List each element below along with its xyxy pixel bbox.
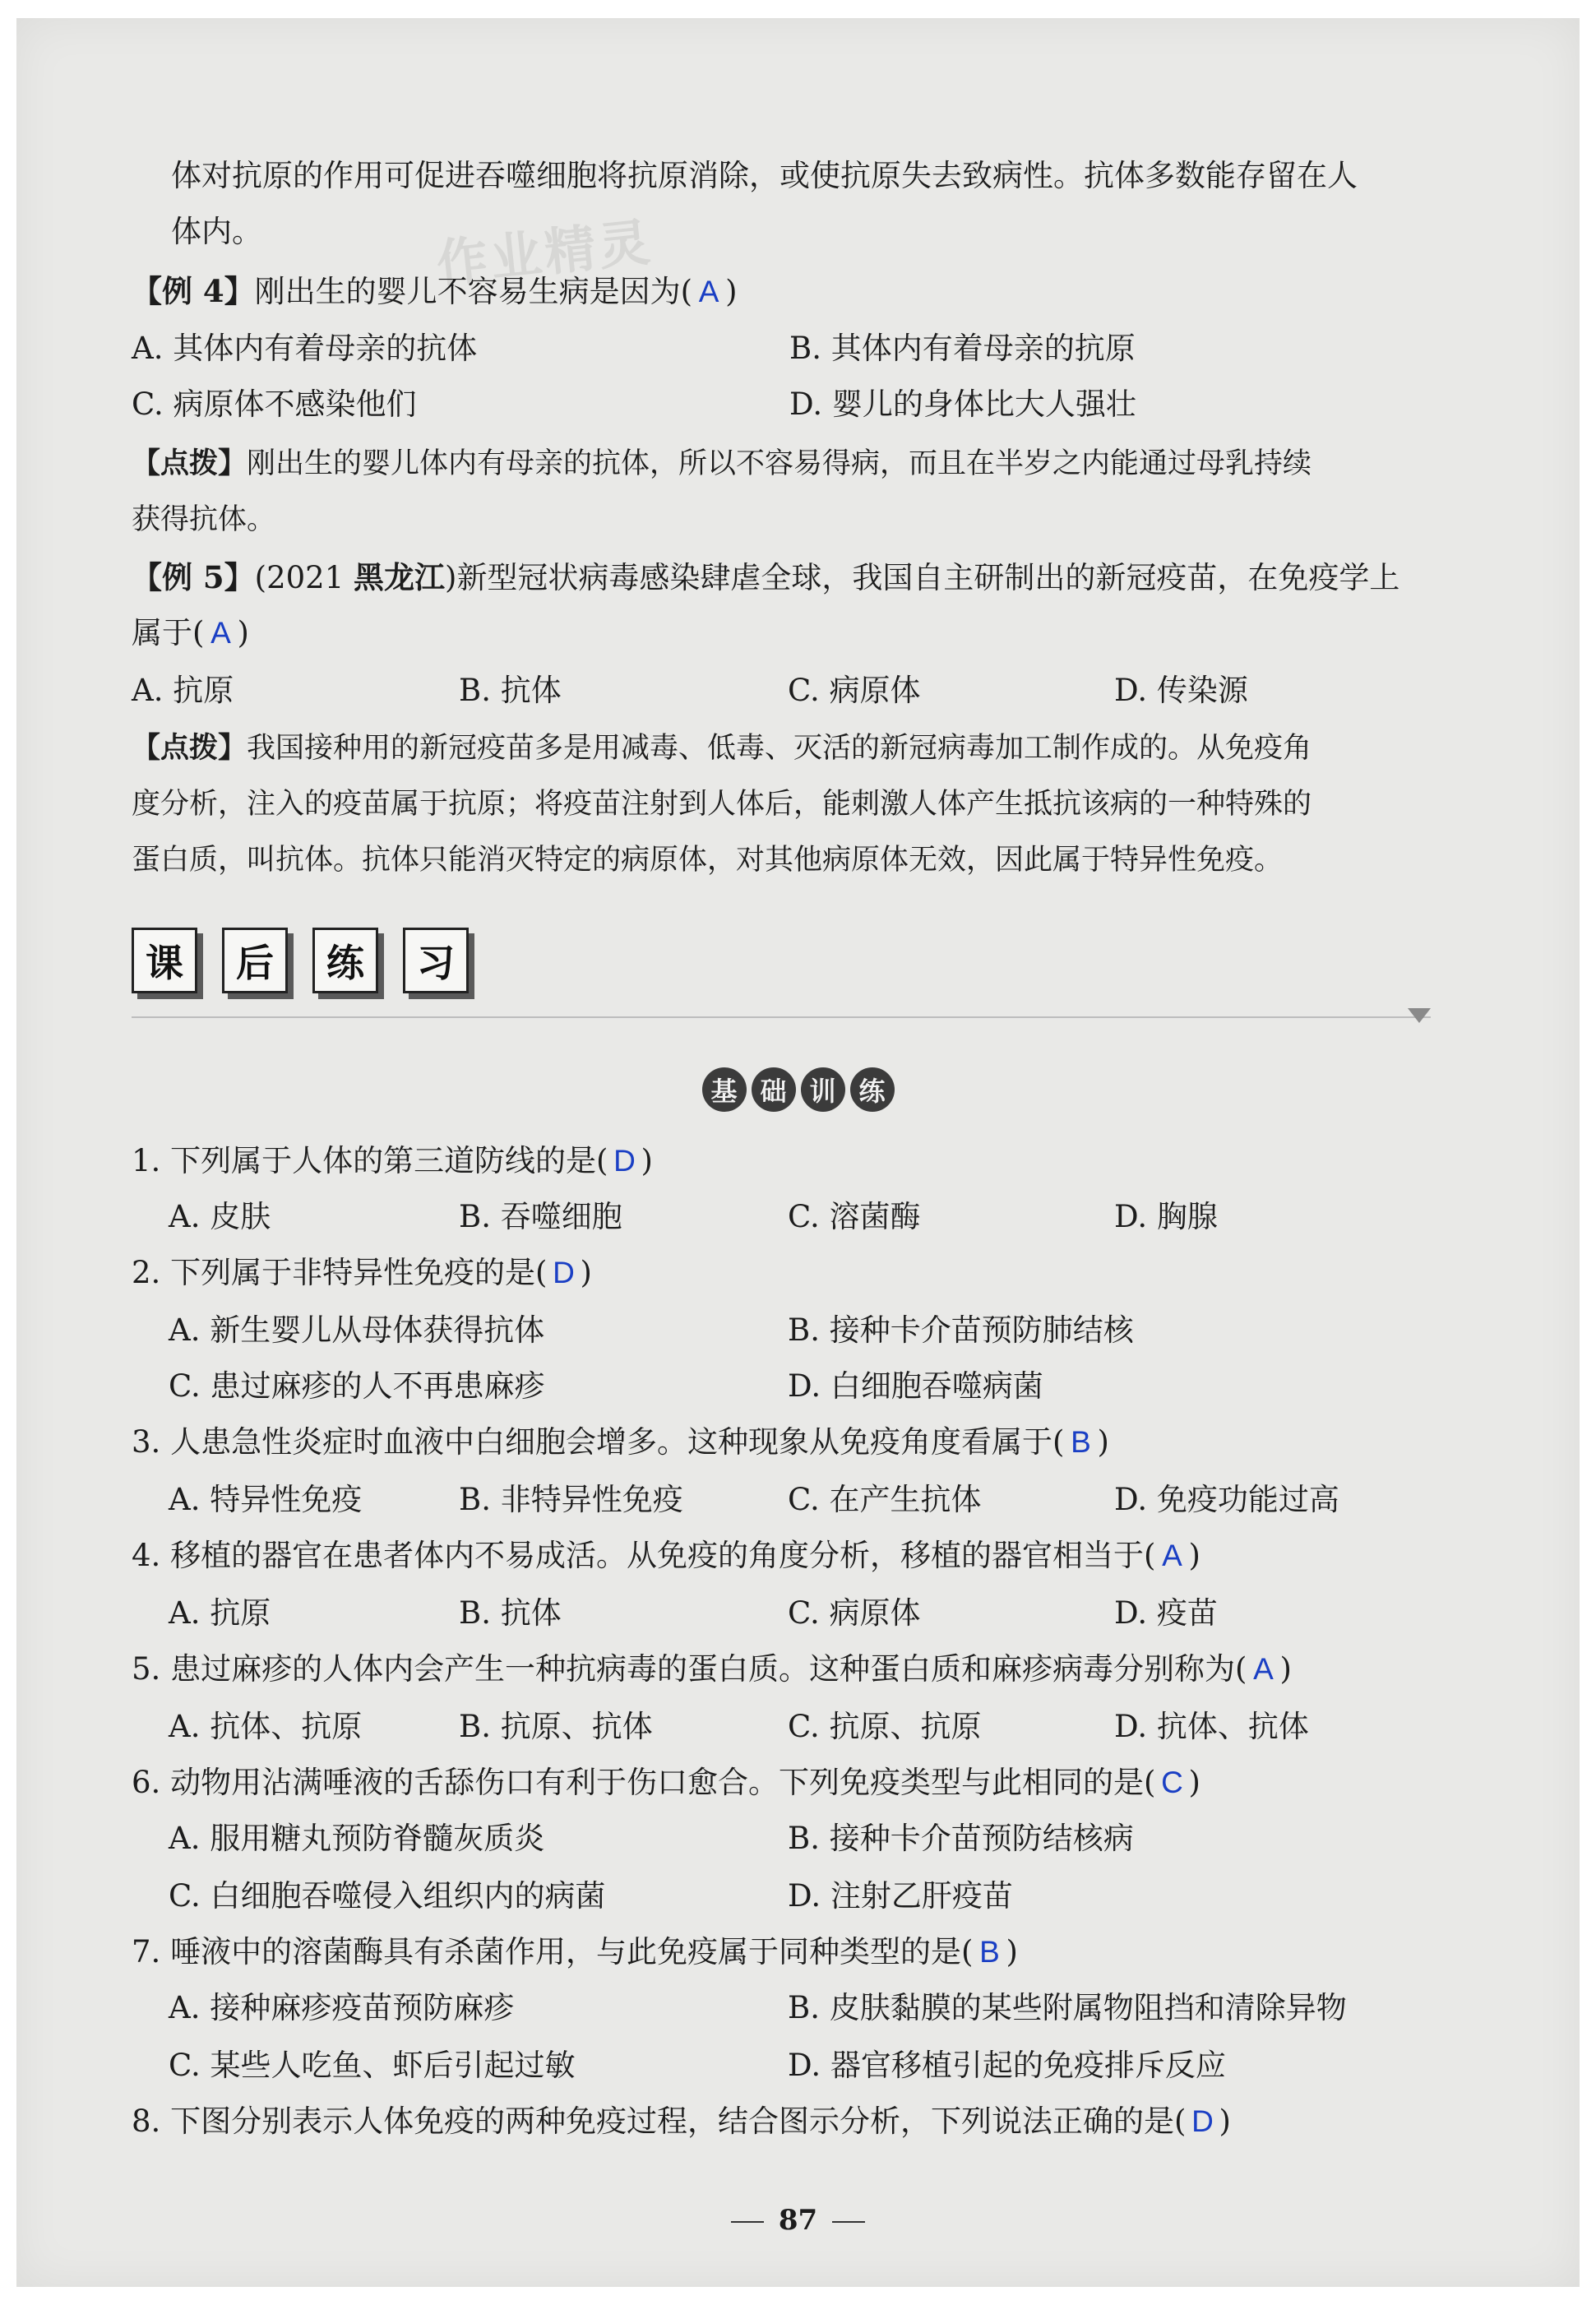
hint-4-line-2: 获得抗体。 [132, 503, 276, 536]
hint-5-line-3: 蛋白质，叫抗体。抗体只能消灭特定的病原体，对其他病原体无效，因此属于特异性免疫。 [132, 844, 1284, 877]
sub-title-char: 练 [850, 1067, 895, 1112]
sub-title-char: 训 [801, 1067, 845, 1112]
hint-label: 【点拨】 [132, 731, 247, 765]
source-close: ) [445, 560, 457, 595]
option: C. 病原体不感染他们 [132, 386, 417, 422]
section-divider [132, 1016, 1431, 1018]
hint-label: 【点拨】 [132, 447, 247, 480]
question-1 [132, 1141, 653, 1181]
watermark: 作业精灵 [433, 211, 656, 294]
answer-mark: B [979, 1935, 1000, 1969]
option: A. 其体内有着母亲的抗体 [132, 331, 478, 366]
paren-close: ) [725, 274, 738, 309]
paren-close: ) [1279, 1651, 1292, 1687]
option: D. 免疫功能过高 [1114, 1482, 1339, 1517]
question-6 [132, 1763, 1200, 1803]
question-stem: 3. 人患急性炎症时血液中白细胞会增多。这种现象从免疫角度看属于( [132, 1424, 1065, 1460]
question-stem: 7. 唾液中的溶菌酶具有杀菌作用，与此免疫属于同种类型的是( [132, 1934, 974, 1969]
page-number [0, 2204, 1596, 2237]
option: D. 注射乙肝疫苗 [788, 1878, 1013, 1914]
option: C. 在产生抗体 [788, 1482, 982, 1517]
option: B. 接种卡介苗预防肺结核 [788, 1312, 1134, 1348]
option: D. 器官移植引起的免疫排斥反应 [788, 2048, 1226, 2083]
option: C. 抗原、抗原 [788, 1709, 982, 1744]
option: A. 抗原 [132, 673, 234, 708]
dash-right [832, 2221, 865, 2223]
option: D. 白细胞吞噬病菌 [788, 1368, 1043, 1404]
intro-line-2: 体内。 [171, 214, 262, 249]
option: D. 传染源 [1114, 673, 1248, 708]
question-5 [132, 1650, 1292, 1689]
hint-text: 我国接种用的新冠疫苗多是用减毒、低毒、灭活的新冠病毒加工制作成的。从免疫角 [247, 732, 1312, 765]
option: C. 白细胞吞噬侵入组织内的病菌 [169, 1878, 606, 1914]
option: D. 疫苗 [1114, 1595, 1218, 1631]
answer-mark: A [1162, 1539, 1182, 1572]
option: A. 新生婴儿从母体获得抗体 [169, 1312, 545, 1348]
option: D. 婴儿的身体比大人强壮 [789, 386, 1136, 422]
option: A. 接种麻疹疫苗预防麻疹 [169, 1990, 515, 2025]
intro-line-1: 体对抗原的作用可促进吞噬细胞将抗原消除，或使抗原失去致病性。抗体多数能存留在人 [171, 158, 1358, 193]
answer-mark: A [1253, 1652, 1274, 1686]
source-open: (2021 [254, 560, 354, 595]
question-7 [132, 1932, 1018, 1972]
paren-close: ) [641, 1143, 653, 1178]
example-5 [132, 558, 1399, 598]
title-char: 练 [312, 928, 378, 993]
hint-4-line-1 [132, 444, 1311, 484]
example-5-line-2 [132, 613, 249, 653]
paren-close: ) [237, 615, 249, 650]
question-stem: 8. 下图分别表示人体免疫的两种免疫过程，结合图示分析，下列说法正确的是( [132, 2104, 1187, 2139]
example-label: 【例 4】 [132, 273, 255, 309]
option: A. 抗体、抗原 [169, 1709, 363, 1744]
question-stem: 4. 移植的器官在患者体内不易成活。从免疫的角度分析，移植的器官相当于( [132, 1538, 1156, 1573]
source-region: 黑龙江 [354, 559, 445, 595]
hint-5-line-1 [132, 729, 1311, 768]
sub-title-char: 础 [752, 1067, 796, 1112]
option: B. 吞噬细胞 [459, 1199, 622, 1234]
answer-mark: A [210, 616, 231, 650]
question-stem: 1. 下列属于人体的第三道防线的是( [132, 1143, 608, 1178]
example-stem: 刚出生的婴儿不容易生病是因为( [254, 274, 693, 309]
option: B. 皮肤黏膜的某些附属物阻挡和清除异物 [788, 1990, 1347, 2025]
option: D. 胸腺 [1114, 1199, 1218, 1234]
answer-mark: B [1071, 1425, 1091, 1459]
hint-text: 刚出生的婴儿体内有母亲的抗体，所以不容易得病，而且在半岁之内能通过母乳持续 [247, 447, 1312, 480]
example-4 [132, 271, 738, 312]
paren-close: ) [1188, 1538, 1200, 1573]
question-4 [132, 1536, 1200, 1576]
question-8 [132, 2102, 1231, 2141]
paren-close: ) [1097, 1424, 1109, 1460]
option: A. 皮肤 [169, 1199, 271, 1234]
option: B. 非特异性免疫 [459, 1482, 683, 1517]
answer-mark: C [1161, 1766, 1183, 1799]
section-title [132, 928, 469, 993]
sub-title-char: 基 [702, 1067, 747, 1112]
option: C. 病原体 [788, 1595, 921, 1631]
option: B. 接种卡介苗预防结核病 [788, 1821, 1134, 1856]
question-3 [132, 1423, 1109, 1462]
option: C. 溶菌酶 [788, 1199, 921, 1234]
option: C. 病原体 [788, 673, 921, 708]
hint-5-line-2: 度分析，注入的疫苗属于抗原；将疫苗注射到人体后，能刺激人体产生抵抗该病的一种特殊的 [132, 788, 1312, 821]
option: B. 其体内有着母亲的抗原 [789, 331, 1136, 366]
example-label: 【例 5】 [132, 559, 255, 595]
answer-mark: D [613, 1144, 636, 1178]
answer-mark: D [1191, 2104, 1214, 2138]
question-stem: 5. 患过麻疹的人体内会产生一种抗病毒的蛋白质。这种蛋白质和麻疹病毒分别称为( [132, 1651, 1247, 1687]
title-char: 课 [132, 928, 197, 993]
triangle-marker-icon [1408, 1008, 1431, 1023]
answer-mark: A [698, 275, 719, 308]
option: B. 抗原、抗体 [459, 1709, 653, 1744]
title-char: 习 [403, 928, 469, 993]
dash-left [731, 2221, 764, 2223]
paren-close: ) [1188, 1765, 1200, 1800]
option: B. 抗体 [459, 1595, 562, 1631]
question-2 [132, 1253, 592, 1293]
title-char: 后 [222, 928, 288, 993]
option: C. 患过麻疹的人不再患麻疹 [169, 1368, 545, 1404]
option: B. 抗体 [459, 673, 562, 708]
question-stem: 6. 动物用沾满唾液的舌舔伤口有利于伤口愈合。下列免疫类型与此相同的是( [132, 1765, 1156, 1800]
question-stem: 2. 下列属于非特异性免疫的是( [132, 1255, 548, 1290]
page-number-text: 87 [778, 2204, 818, 2237]
paren-close: ) [580, 1255, 592, 1290]
option: C. 某些人吃鱼、虾后引起过敏 [169, 2048, 576, 2083]
option: A. 服用糖丸预防脊髓灰质炎 [169, 1821, 545, 1856]
paren-close: ) [1219, 2104, 1231, 2139]
option: A. 特异性免疫 [169, 1482, 363, 1517]
option: A. 抗原 [169, 1595, 271, 1631]
answer-mark: D [553, 1256, 575, 1289]
paren-close: ) [1006, 1934, 1018, 1969]
option: D. 抗体、抗体 [1114, 1709, 1309, 1744]
example-stem: 新型冠状病毒感染肆虐全球，我国自主研制出的新冠疫苗，在免疫学上 [456, 560, 1400, 595]
sub-title [0, 1067, 1596, 1112]
example-stem: 属于( [132, 615, 205, 650]
